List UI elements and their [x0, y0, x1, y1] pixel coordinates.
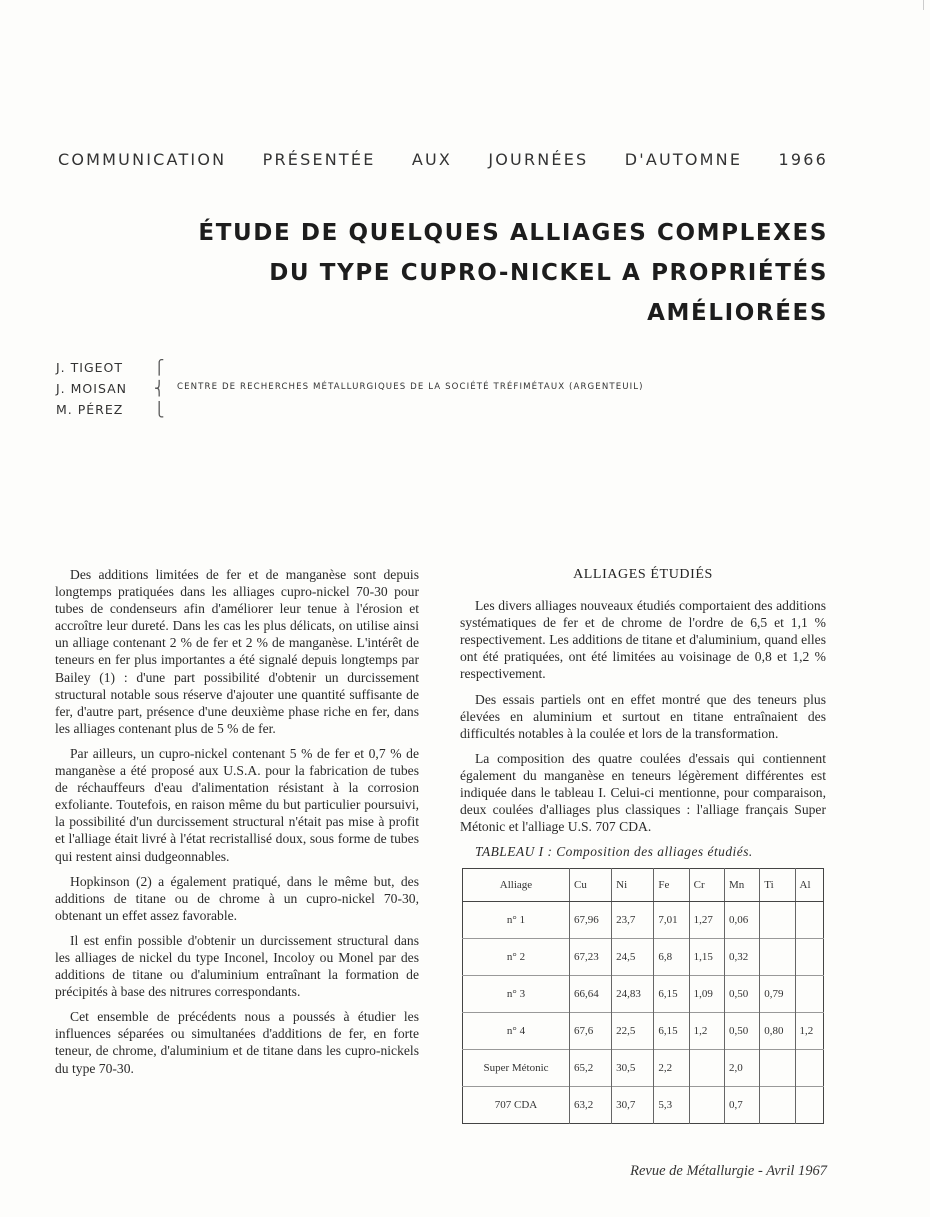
left-column — [55, 566, 419, 1085]
table-cell: 63,2 — [570, 1087, 612, 1124]
kicker-word: AUX — [411, 150, 453, 169]
body-paragraph: Les divers alliages nouveaux étudiés comportaient des additions systématiques de fer et de chrome de l'ordre de 6,5 et 1,1 % respectivement. Les additions de titane et d'aluminium, quand elles ont été pratiquées, ont été limitées au voisinage de 0,8 et 1,2 % respectivement. — [460, 598, 826, 682]
table-row — [463, 1087, 824, 1124]
table-cell — [795, 1087, 823, 1124]
author-name: M. PÉREZ — [56, 402, 124, 417]
table-cell: 707 CDA — [463, 1087, 570, 1124]
table-cell: 0,80 — [760, 1013, 795, 1050]
title-line-2: DU TYPE CUPRO-NICKEL A PROPRIÉTÉS AMÉLIORÉES — [269, 260, 828, 326]
column-header: Al — [795, 869, 823, 902]
table-row — [463, 1050, 824, 1087]
table-cell — [760, 1087, 795, 1124]
table-cell: 67,23 — [570, 939, 612, 976]
column-header: Ni — [612, 869, 654, 902]
body-paragraph: Des essais partiels ont en effet montré que des teneurs plus élevées en aluminium et surtout en titane entraînaient des difficultés notables à la coulée et lors de la transformation. — [460, 691, 826, 741]
column-header: Ti — [760, 869, 795, 902]
table-cell: n° 1 — [506, 913, 526, 926]
table-cell: 65,2 — [570, 1050, 612, 1087]
brace-divider: ⎧ ⎨ ⎩ — [154, 360, 165, 418]
table-cell: 0,32 — [724, 939, 759, 976]
body-paragraph: La composition des quatre coulées d'essais qui contiennent également du manganèse en teneurs légèrement différentes est indiquée dans le tableau I. Celui-ci mentionne, pour comparaison, deux coulées d'alliages plus classiques : l'alliage français Super Métonic et l'alliage U.S. 707 CDA. — [460, 750, 826, 835]
kicker-word: COMMUNICATION — [58, 150, 227, 169]
table-cell: 0,7 — [724, 1087, 759, 1124]
section-heading: ALLIAGES ÉTUDIÉS — [573, 567, 713, 582]
table-header-row — [463, 869, 824, 902]
article-title — [100, 213, 828, 333]
table-cell: 0,50 — [724, 1013, 759, 1050]
table-cell: 1,27 — [689, 902, 724, 939]
table-cell: Super Métonic — [463, 1050, 570, 1087]
column-header: Alliage — [463, 869, 570, 902]
column-header: Cu — [570, 869, 612, 902]
kicker-word: D'AUTOMNE — [624, 150, 743, 169]
table-cell — [795, 939, 823, 976]
table-cell: 22,5 — [612, 1013, 654, 1050]
table-row — [463, 902, 824, 939]
table-cell: 0,79 — [760, 976, 795, 1013]
table-cell: 6,15 — [654, 976, 689, 1013]
table-cell: 6,8 — [654, 939, 689, 976]
body-paragraph: Par ailleurs, un cupro-nickel contenant 5 % de fer et 0,7 % de manganèse a été proposé aux U.S.A. pour la fabrication de tubes de réchauffeurs d'eau d'alimentation résistant à la corrosion exfoliante. Toutefois, en raison même du but particulier poursuivi, la possibilité d'un durcissement structural n'était pas mise à profit et l'alliage était livré à l'état recristallisé doux, sous forme de tubes qui restent ainsi dudgeonnables. — [55, 745, 419, 864]
body-paragraph: Il est enfin possible d'obtenir un durcissement structural dans les alliages de nickel du type Inconel, Incoloy ou Monel par des additions de titane ou d'aluminium entraînant la formation de précipités à base des nitrures correspondants. — [55, 932, 419, 1000]
composition-table — [462, 868, 824, 1124]
table-caption: TABLEAU I : Composition des alliages étudiés. — [475, 844, 753, 860]
table-cell: 7,01 — [654, 902, 689, 939]
table-cell — [689, 1050, 724, 1087]
table-cell: 24,5 — [612, 939, 654, 976]
table-cell: n° 2 — [463, 939, 570, 976]
table-cell — [760, 1050, 795, 1087]
column-header: Mn — [724, 869, 759, 902]
table-row — [463, 976, 824, 1013]
body-paragraph: Hopkinson (2) a également pratiqué, dans le même but, des additions de titane ou de chrome à un cupro-nickel 70-30, obtenant un effet assez favorable. — [55, 873, 419, 923]
table-cell: 2,2 — [654, 1050, 689, 1087]
table-row — [463, 1013, 824, 1050]
table-cell — [795, 976, 823, 1013]
table-cell — [795, 1050, 823, 1087]
scan-edge-mark — [923, 0, 924, 10]
table-cell: 0,06 — [724, 902, 759, 939]
table-cell: 1,2 — [795, 1013, 823, 1050]
table-cell: 30,7 — [612, 1087, 654, 1124]
table-row — [463, 939, 824, 976]
table-cell: 2,0 — [724, 1050, 759, 1087]
table-cell — [689, 1087, 724, 1124]
communication-kicker — [58, 150, 828, 169]
author-name: J. TIGEOT — [56, 360, 124, 375]
kicker-word: 1966 — [778, 150, 828, 169]
right-column — [460, 566, 826, 1124]
table-cell: 66,64 — [570, 976, 612, 1013]
table-cell: 1,09 — [689, 976, 724, 1013]
table-cell: 24,83 — [612, 976, 654, 1013]
body-paragraph: Des additions limitées de fer et de manganèse sont depuis longtemps pratiquées dans les alliages cupro-nickel 70-30 pour tubes de condenseurs afin d'améliorer leur tenue à l'érosion et accroître leur dureté. Dans les cas les plus délicats, on utilise ainsi un alliage contenant 2 % de fer et 2 % de manganèse. L'intérêt de teneurs en fer plus importantes a été signalé depuis longtemps par Bailey (1) : d'une part possibilité d'obtenir un durcissement structural notable sous réserve d'ajouter une quantité suffisante de fer, d'autre part, présence d'une deuxième phase riche en fer, dans les alliages contenant plus de 5 % de fer. — [55, 567, 419, 736]
column-header: Cr — [689, 869, 724, 902]
table-cell — [760, 939, 795, 976]
table-cell: 23,7 — [612, 902, 654, 939]
kicker-word: JOURNÉES — [488, 150, 589, 169]
table-cell: 67,96 — [570, 902, 612, 939]
table-cell — [795, 902, 823, 939]
table-cell — [760, 902, 795, 939]
table-cell: n° 4 — [463, 1013, 570, 1050]
affiliation: CENTRE DE RECHERCHES MÉTALLURGIQUES DE LA SOCIÉTÉ TRÉFIMÉTAUX (ARGENTEUIL) — [177, 382, 644, 392]
table-cell: 1,15 — [689, 939, 724, 976]
table-cell: 6,15 — [654, 1013, 689, 1050]
table-cell: 0,50 — [724, 976, 759, 1013]
body-paragraph: Cet ensemble de précédents nous a poussés à étudier les influences séparées ou simultanées d'additions de fer, en forte teneur, de chrome, d'aluminium et de titane dans les cupro-nickels du type 70-30. — [55, 1009, 419, 1076]
table-cell: 30,5 — [612, 1050, 654, 1087]
table-cell: 5,3 — [654, 1087, 689, 1124]
table-cell: n° 3 — [463, 976, 570, 1013]
kicker-word: PRÉSENTÉE — [262, 150, 376, 169]
journal-footer: Revue de Métallurgie - Avril 1967 — [630, 1163, 827, 1179]
table-cell: 67,6 — [570, 1013, 612, 1050]
author-list — [56, 357, 127, 420]
author-name: J. MOISAN — [56, 381, 128, 396]
title-line-1: ÉTUDE DE QUELQUES ALLIAGES COMPLEXES — [198, 220, 828, 246]
column-header: Fe — [654, 869, 689, 902]
table-cell: 1,2 — [689, 1013, 724, 1050]
